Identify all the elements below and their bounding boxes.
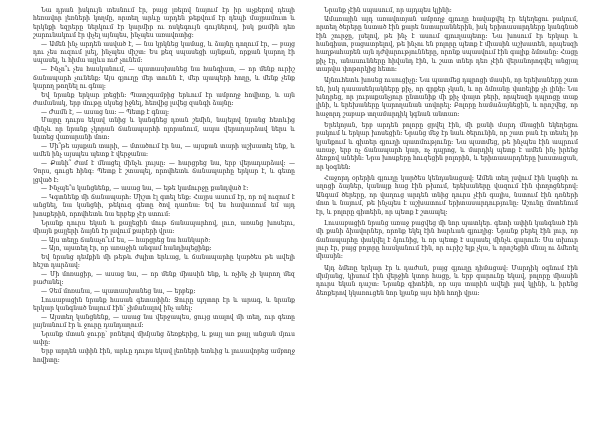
paragraph: Ամառային այդ առավոտյան ամբողջ գյուղը հավաքվել էր եկեղեցու բակում, որտեղ ծերերը նստած էին քարե նստարաններին, իսկ երիտասարդները կանգնած էին շուրջը, լսելով, թե ինչ է ասում գյուղապետը։ Նա խոսում էր երկար և հանգիստ, բացատրելով, թե ինչու են բոլորը պետք է միասին աշխատեն, որպեսզի հաղթահարեն այն դժվարությունները, որոնք սպասվում էին գալիք ձմռանը։ Հացը քիչ էր, անասունները հիվանդ էին, և շատ տներ դեռ չէին վերանորոգվել անցյալ տարվա փոթորկից հետո։ [316, 15, 578, 73]
left-column [33, 7, 295, 365]
right-column [316, 7, 578, 299]
paragraph: Այդ ձմեռը երկար էր և դաժան, բայց գյուղը դիմացավ։ Մարդիկ օգնում էին միմյանց, կիսում էին վերջին կտոր հացը, և երբ գարունը եկավ, բոլորը միասին դուրս եկան դաշտ։ Նրանք գիտեին, որ այս տարին ավելի լավ կլինի, և իրենց ձեռքերով կկառուցեն նոր կյանք այս հին հողի վրա։ [316, 264, 578, 297]
paragraph: Երեկոյան, երբ արդեն բոլորը ցրվել էին, մի քանի մարդ մնացին եկեղեցու բակում և երկար խոսեցին։ Նրանց մեջ էր նաև ծերունին, որ շատ բան էր տեսել իր կյանքում և գիտեր գյուղի պատմությունը։ Նա պատմեց, թե ինչպես էին ապրում առաջ, երբ ոչ ճանապարհ կար, ոչ դպրոց, և մարդիկ պետք է ամեն ինչ իրենց ձեռքով անեին։ Նրա խոսքերը հուզեցին բոլորին, և երիտասարդները խոստացան, որ կօգնեն։ [316, 122, 578, 171]
paragraph: — Մի մոռացիր, — ասաց նա, — որ մենք միասին ենք, և ոչինչ չի կարող մեզ բաժանել։ [33, 271, 295, 287]
paragraph: Նա դրան իսկույն տեսնում էր, բայց լռելով նայում էր իր աչքերով դեպի հեռավոր լեռների կողմը, որտեղ արևը արդեն թեքվում էր դեպի մայրամուտ և երկնքի եզրերը ներկում էր կարմիր ու ոսկեգույն գույներով, իսկ քամին դեռ շարունակում էր փչել այնպես, ինչպես առավոտից։ [33, 7, 295, 40]
paragraph: Երբ արդեն ափին էին, արևը դուրս եկավ լեռների ետևից և լուսավորեց ամբողջ հովիտը։ [33, 348, 295, 364]
paragraph: Մայրը դուրս եկավ տնից և կանգնեց դռան շեմին, նայելով նրանց հետևից մինչև որ նրանք չկորան ճանապարհի ոլորանում, ապա վերադարձավ ներս և նստեց վառարանի մոտ։ [33, 117, 295, 142]
paragraph: Եվ նրանք երկար լռեցին։ Պատշգամբից երևում էր ամբողջ հովիտը, և այն ժամանակ, երբ մութը սկսեց իջնել, հեռվից լսվեց զանգի ձայնը։ [33, 91, 295, 107]
paragraph: Եվ նրանց դեմքին մի թեթև ժպիտ երևաց, և ճանապարհը կարծես թե ավելի հեշտ դարձավ։ [33, 254, 295, 270]
paragraph: Նրանք չէին սպասում, որ այդպես կլինի։ [324, 7, 452, 14]
paragraph: Հաջորդ օրերին գյուղը կարծես կենդանացավ։ Ամեն տեղ լսվում էին կացնի ու սղոցի ձայներ, կանայք հաց էին թխում, երեխաները վազում էին փողոցներով։ Անգամ ծերերը, որ վաղուց արդեն տնից դուրս չէին գալիս, նստում էին դռների մոտ և նայում, թե ինչպես է աշխատում երիտասարդությունը։ Աշունը մոտենում էր, և բոլորը գիտեին, որ պետք է շտապել։ [316, 175, 578, 216]
paragraph: — Չեմ մոռանա, — պատասխանեց նա, — երբեք։ [41, 288, 196, 296]
paragraph: Լուսաբացին նրանք հասան գետափին։ Ջուրը պղտոր էր և արագ, և նրանք երկար կանգնած նայում էին՝ չիմանալով ինչ անել։ [33, 296, 295, 313]
paragraph: Այնուհետև խոսեց ուսուցիչը։ Նա պատմեց դպրոցի մասին, որ երեխաները շատ են, իսկ դասասենյակները քիչ, որ գրքեր չկան, և որ ձմռանը վառելիք չի լինի։ Նա խնդրեց, որ յուրաքանչյուր ընտանիք մի քիչ փայտ բերի, որպեսզի դպրոցը տաք լինի, և երեխաները կարողանան սովորել։ Բոլորը համաձայնեցին, և որոշվեց, որ հաջորդ շաբաթ տղամարդիկ կգնան անտառ։ [316, 77, 578, 118]
paragraph: Նրանք դուրս եկան և քայլեցին մութ ճանապարհով, լուռ, առանց խոսելու, միայն քայլերի ձայնն էր լսվում քարերի վրա։ [33, 219, 295, 235]
paragraph: — Քանի՞ ժամ է մնացել մինչև լույսը։ — հարցրեց նա, երբ վերադարձավ։ — Չորս, գուցե հինգ։ Պետք է շտապել, որովհետև ճանապարհը երկար է, և գետը լցված է։ [33, 159, 295, 184]
paragraph: — Ամեն ինչ արդեն ասված է, — նա կրկնեց կամաց, և ձայնը դողում էր, — բայց դու չես ուզում լսել, ինչպես միշտ։ Ես քեզ սպասեցի այնքան, որքան կարող էի սպասել, և հիմա այլևս ուժ չունեմ։ [33, 40, 295, 65]
paragraph: — Այստեղ կանցնենք, — ասաց նա վերջապես, ցույց տալով մի տեղ, ուր գետը լայնանում էր և ջուրը դանդաղում։ [33, 314, 295, 330]
paragraph: — Ինչո՞ւ չես հասկանում, — պատասխանեց նա հանգիստ, — որ մենք ուրիշ ճանապարհ չունենք։ Այս գյուղը մեր տունն է, մեր պապերի հողը, և մենք չենք կարող թողնել ու գնալ։ [33, 66, 295, 90]
paragraph: — Կգտնենք մի ճանապարհ։ Միշտ էլ գտել ենք։ Հայրս ասում էր, որ ով ուզում է անցնել, նա կանցնի, թեկուզ գետը ծով դառնա։ Եվ ես հավատում եմ այդ խոսքերին, որովհետև նա երբեք չէր ստում։ [33, 194, 295, 218]
paragraph: — Մի՞թե այսքան տարի, — մտածում էր նա, — այսքան տարի աշխատել ենք, և ամեն ինչ այսպես պետք է վերջանա։ [33, 142, 295, 159]
paragraph: — Ինչպե՞ս կանցնենք, — ասաց նա, — եթե կամուրջը քանդված է։ [41, 185, 249, 193]
paragraph: — Այո, այստեղ էր, որ առաջին անգամ հանդիպեցինք։ [41, 245, 212, 253]
paragraph: Նրանք մտան ջուրը՝ բռնելով միմյանց ձեռքերից, և քայլ առ քայլ անցան մյուս ափը։ [33, 331, 295, 347]
paragraph: — Ժամն է, — ասաց նա։ — Պետք է գնալ։ [41, 108, 170, 116]
paragraph: — Այս տեղը ճանաչո՞ւմ ես, — հարցրեց նա հանկարծ։ [41, 236, 211, 244]
paragraph: Լուսաբացին նրանց առաջ բացվեց մի նոր պատկեր․ գետի ափին կանգնած էին մի քանի ձիավորներ, որոնք եկել էին հարևան գյուղից։ Նրանք բերել էին լուր, որ ճանապարհը փակվել է ձյունից, և որ պետք է սպասել մինչև գարուն։ Սա տխուր լուր էր, բայց բոլորը հասկանում էին, որ ուրիշ ելք չկա, և որոշեցին մնալ ու ձմեռել միասին։ [316, 219, 578, 261]
